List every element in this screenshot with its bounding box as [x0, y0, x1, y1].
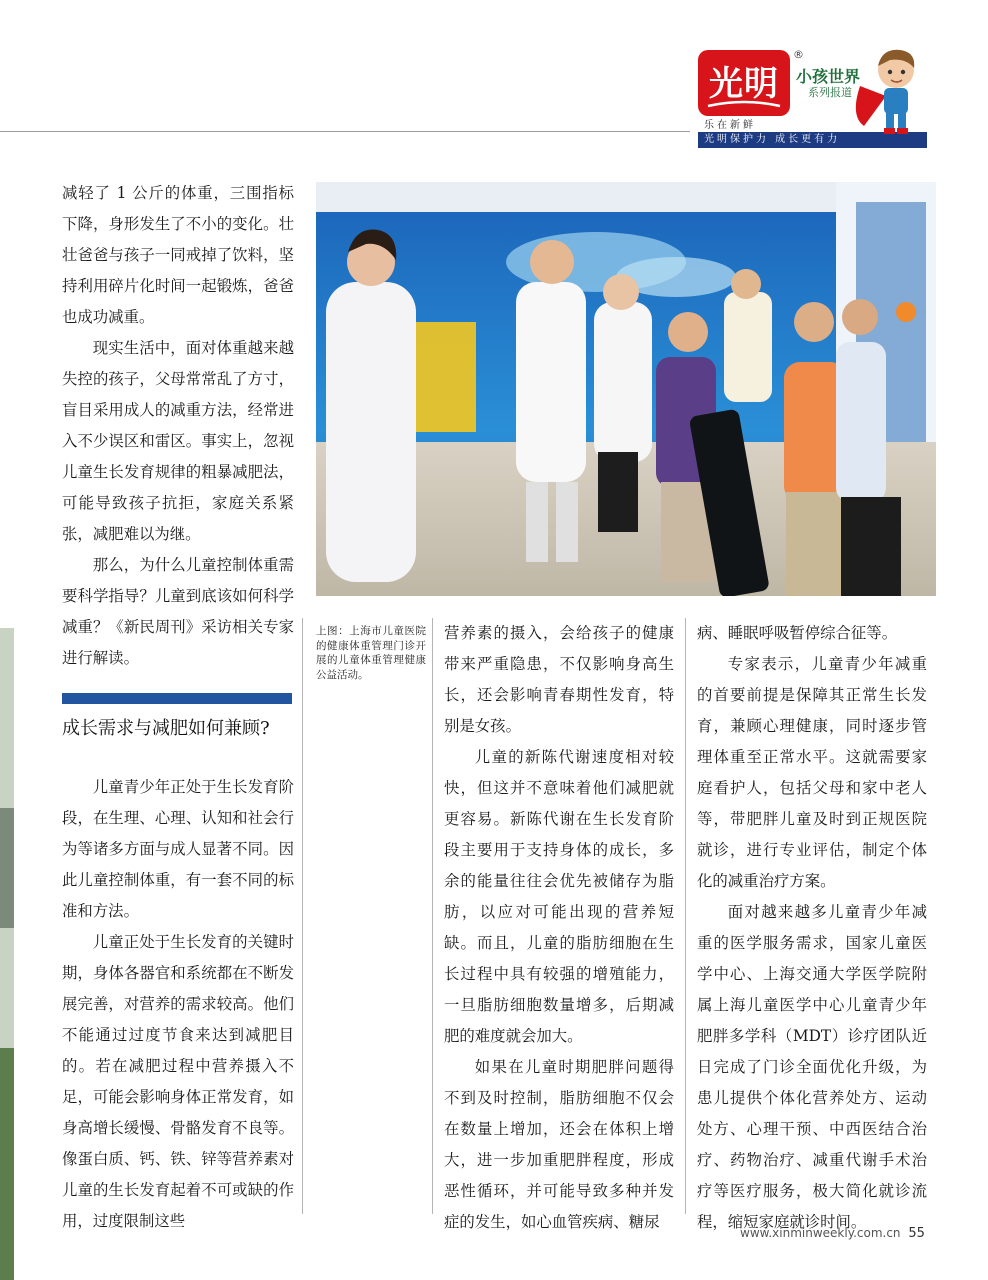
paragraph: 病、睡眠呼吸暂停综合征等。 [697, 624, 898, 642]
paragraph: 减轻了 1 公斤的体重，三围指标下降，身形发生了不小的变化。壮壮爸爸与孩子一同戒掉了饮料，坚持利用碎片化时间一起锻炼，爸爸也成功减重。 [62, 184, 294, 326]
series-subtitle: 系列报道 [808, 86, 852, 99]
column-divider [685, 618, 686, 1214]
series-title: 小孩世界 [796, 67, 861, 86]
column-divider [432, 618, 433, 1214]
article-middle-column [444, 618, 674, 1238]
paragraph: 儿童正处于生长发育的关键时期，身体各器官和系统都在不断发展完善，对营养的需求较高。他们不能通过过度节食来达到减肥目的。若在减肥过程中营养摄入不足，可能会影响身体正常发育，如身高增长缓慢、骨骼发育不良等。像蛋白质、钙、铁、锌等营养素对儿童的生长发育起着不可或缺的作用，过度限制这些 [62, 933, 294, 1230]
article-left-bottom [62, 772, 294, 1237]
article-photo [316, 182, 936, 596]
article-right-column [697, 618, 927, 1238]
footer-url[interactable]: www.xinminweekly.com.cn [740, 1226, 901, 1240]
brand-slogan: 乐在新鲜 [704, 120, 756, 131]
brand-slogan-bar: 光明保护力 成长更有力 [698, 132, 927, 148]
section-accent-bar [62, 693, 292, 704]
brand-logo [698, 50, 790, 116]
header-rule [0, 131, 690, 132]
paragraph: 如果在儿童时期肥胖问题得不到及时控制，脂肪细胞不仅会在数量上增加，还会在体积上增大，进一步加重肥胖程度，形成恶性循环，并可能导致多种并发症的发生，如心血管疾病、糖尿 [444, 1058, 674, 1231]
paragraph: 现实生活中，面对体重越来越失控的孩子，父母常常乱了方寸，盲目采用成人的减重方法，经常进入不少误区和雷区。事实上，忽视儿童生长发育规律的粗暴减肥法，可能导致孩子抗拒，家庭关系紧张，减肥难以为继。 [62, 339, 294, 543]
paragraph: 面对越来越多儿童青少年减重的医学服务需求，国家儿童医学中心、上海交通大学医学院附属上海儿童医学中心儿童青少年肥胖多学科（MDT）诊疗团队近日完成了门诊全面优化升级，为患儿提供个体化营养处方、运动处方、心理干预、中西医结合治疗、药物治疗、减重代谢手术治疗等医疗服务，极大简化就诊流程，缩短家庭就诊时间。 [697, 903, 927, 1231]
paragraph: 儿童青少年正处于生长发育阶段，在生理、心理、认知和社会行为等诸多方面与成人显著不同。因此儿童控制体重，有一套不同的标准和方法。 [62, 778, 294, 920]
article-left-top [62, 178, 294, 674]
brand-block [698, 48, 933, 148]
paragraph: 专家表示，儿童青少年减重的首要前提是保障其正常生长发育，兼顾心理健康，同时逐步管理体重至正常水平。这就需要家庭看护人，包括父母和家中老人等，带肥胖儿童及时到正规医院就诊，进行专业评估，制定个体化的减重治疗方案。 [697, 655, 927, 890]
clinic-scene-image [316, 182, 936, 596]
mascot-boy-icon [850, 46, 932, 136]
page-number: 55 [908, 1226, 925, 1241]
section-heading: 成长需求与减肥如何兼顾? [62, 718, 270, 739]
brand-logo-text: 光明 [709, 64, 779, 104]
photo-caption: 上图：上海市儿童医院的健康体重管理门诊开展的儿童体重管理健康公益活动。 [316, 625, 426, 681]
paragraph: 那么，为什么儿童控制体重需要科学指导？儿童到底该如何科学减重？《新民周刊》采访相关专家进行解读。 [62, 556, 294, 667]
paragraph: 儿童的新陈代谢速度相对较快，但这并不意味着他们减肥就更容易。新陈代谢在生长发育阶段主要用于支持身体的成长，多余的能量往往会优先被储存为脂肪，以应对可能出现的营养短缺。而且，儿童的脂肪细胞在生长过程中具有较强的增殖能力，一旦脂肪细胞数量增多，后期减肥的难度就会加大。 [444, 748, 674, 1045]
logo-swoosh-icon [706, 100, 782, 110]
page-footer [740, 1226, 925, 1241]
column-divider [302, 618, 303, 1214]
paragraph: 营养素的摄入，会给孩子的健康带来严重隐患，不仅影响身高生长，还会影响青春期性发育，特别是女孩。 [444, 624, 674, 735]
page-edge-image [0, 628, 14, 1280]
registered-mark: ® [793, 48, 804, 61]
